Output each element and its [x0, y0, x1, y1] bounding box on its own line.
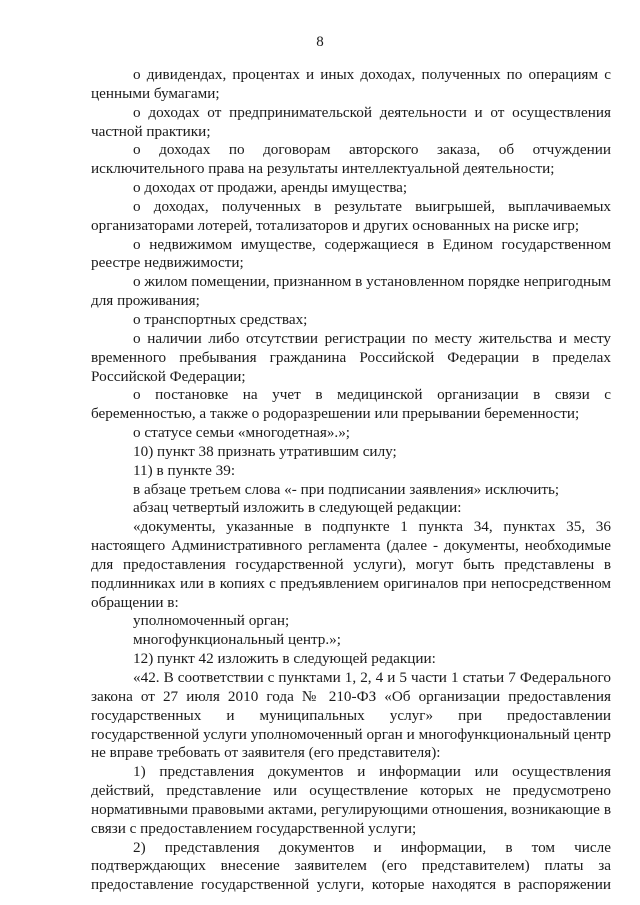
text-line: о доходах от продажи, аренды имущества;	[133, 179, 408, 197]
text-line: о недвижимом имуществе, содержащиеся в Едином государственном	[133, 235, 611, 253]
text-line: о доходах по договорам авторского заказа, об отчуждении	[133, 141, 611, 159]
text-line: о транспортных средствах;	[133, 310, 308, 328]
text-line: организаторами лотерей, тотализаторов и других основанных на риске игр;	[91, 216, 580, 234]
text-line: реестре недвижимости;	[91, 254, 244, 272]
text-line: временного пребывания гражданина Российской Федерации в пределах	[91, 348, 611, 366]
document-body	[91, 66, 611, 895]
text-line: «42. В соответствии с пунктами 1, 2, 4 и 5 части 1 статьи 7 Федерального	[133, 669, 611, 686]
text-line: о дивидендах, процентах и иных доходах, полученных по операциям с	[133, 66, 611, 83]
page-number: 8	[316, 34, 324, 50]
text-line: о наличии либо отсутствии регистрации по месту жительства и месту	[133, 329, 611, 347]
text-line: нормативными правовыми актами, регулирующими отношения, возникающие в	[91, 800, 611, 818]
text-line: о статусе семьи «многодетная».»;	[133, 424, 351, 442]
text-line: для предоставления государственной услуги), могут быть представлены в	[91, 555, 611, 573]
text-line: для проживания;	[91, 292, 200, 310]
text-line: о доходах от предпринимательской деятельности и от осуществления	[133, 103, 611, 121]
text-line: многофункциональный центр.»;	[133, 631, 341, 649]
text-line: беременностью, а также о родоразрешении или прерывании беременности;	[91, 405, 580, 423]
text-line: подлинниках или в копиях с предъявлением оригиналов при непосредственном	[91, 574, 611, 592]
text-line: о постановке на учет в медицинской организации в связи с	[133, 386, 611, 404]
text-line: 10) пункт 38 признать утратившим силу;	[133, 442, 397, 460]
text-line: 12) пункт 42 изложить в следующей редакции:	[133, 650, 436, 668]
text-line: государственных и муниципальных услуг» при предоставлении	[91, 706, 611, 724]
text-line: предоставление государственной услуги, которые находятся в распоряжении	[91, 876, 611, 894]
text-line: не вправе требовать от заявителя (его представителя):	[91, 744, 441, 762]
text-line: 11) в пункте 39:	[133, 461, 236, 479]
text-line: 2) представления документов и информации, в том числе	[133, 838, 611, 856]
text-line: Российской Федерации;	[91, 367, 246, 385]
text-line: уполномоченный орган;	[133, 612, 290, 630]
text-line: связи с предоставлением государственной услуги;	[91, 819, 417, 837]
text-line: о доходах, полученных в результате выигрышей, выплачиваемых	[133, 197, 611, 215]
text-line: частной практики;	[91, 122, 211, 140]
text-line: 1) представления документов и информации или осуществления	[133, 763, 611, 781]
text-line: действий, представление или осуществление которых не предусмотрено	[91, 782, 611, 800]
text-line: абзац четвертый изложить в следующей редакции:	[133, 499, 462, 517]
text-line: подтверждающих внесение заявителем (его представителем) платы за	[91, 857, 611, 875]
text-line: в абзаце третьем слова «- при подписании заявления» исключить;	[133, 480, 560, 498]
text-line: настоящего Административного регламента (далее - документы, необходимые	[91, 537, 611, 555]
text-line: о жилом помещении, признанном в установленном порядке непригодным	[133, 273, 611, 291]
text-line: «документы, указанные в подпункте 1 пункта 34, пунктах 35, 36	[133, 518, 611, 536]
text-line: ценными бумагами;	[91, 84, 220, 102]
text-line: закона от 27 июля 2010 года № 210-ФЗ «Об организации предоставления	[91, 687, 611, 705]
text-line: обращении в:	[91, 593, 179, 611]
text-line: государственной услуги уполномоченный орган и многофункциональный центр	[91, 725, 611, 743]
text-line: исключительного права на результаты интеллектуальной деятельности;	[91, 160, 555, 178]
